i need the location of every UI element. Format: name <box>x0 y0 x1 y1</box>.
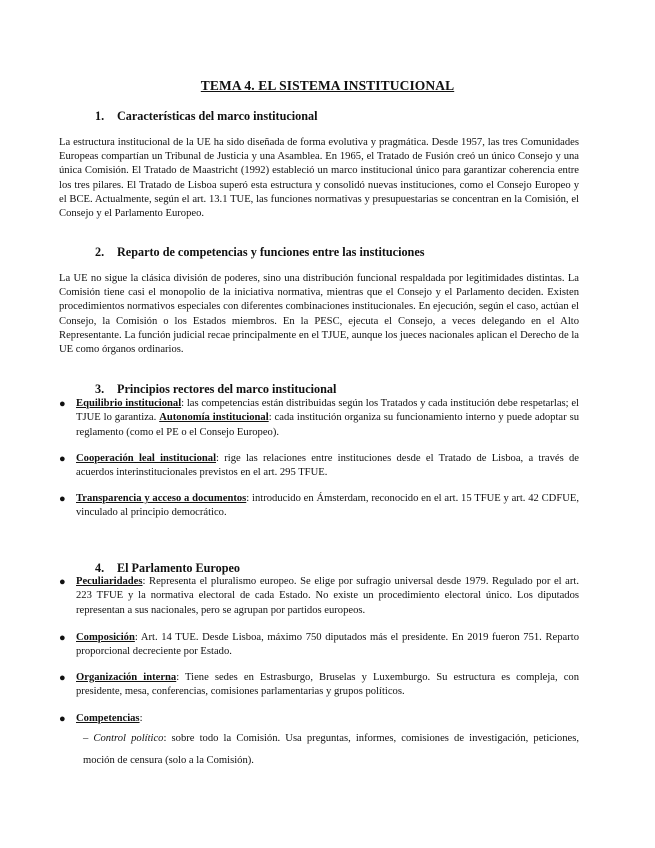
term: Equilibrio institucional <box>76 398 182 409</box>
item-text: : <box>139 713 143 724</box>
item-text: : rige las relaciones entre instituciones desde el Tratado de Lisboa, a través de acuerdos interinstitucionales previstos en el art. 295 TFUE. <box>76 453 579 479</box>
section-title: Principios rectores del marco institucional <box>117 382 337 396</box>
item-text: : introducido en Ámsterdam, reconocido en el art. 15 TFUE y art. 42 CDFUE, vinculado al principio democrático. <box>76 493 579 519</box>
term: Competencias <box>76 713 140 724</box>
list-item <box>59 575 579 618</box>
dash-icon: – <box>83 733 89 744</box>
term: Autonomía institucional <box>159 412 269 424</box>
term: Control político <box>93 733 164 744</box>
bullet-icon: ● <box>59 576 66 588</box>
list-item <box>59 492 579 521</box>
section-number: 1. <box>95 109 105 123</box>
section-title: El Parlamento Europeo <box>117 561 240 575</box>
bullet-icon: ● <box>59 453 66 465</box>
section-title: Características del marco institucional <box>117 109 318 123</box>
list-item <box>59 712 579 726</box>
section-1-heading <box>95 109 318 124</box>
sub-list-item <box>83 728 579 772</box>
list-item <box>59 452 579 481</box>
section-title: Reparto de competencias y funciones entre las instituciones <box>117 245 425 259</box>
list-item <box>59 397 579 440</box>
item-text: : las competencias están distribuidas según los Tratados y cada institución debe respetarlas; el TJUE lo garantiza. <box>76 398 579 424</box>
item-text: : sobre todo la Comisión. Usa preguntas, informes, comisiones de investigación, peticiones, moción de censura (solo a la Comisión). <box>83 733 579 766</box>
section-4-heading <box>95 561 240 576</box>
list-item <box>59 671 579 700</box>
bullet-icon: ● <box>59 632 66 644</box>
item-text: : cada institución organiza su funcionamiento interno y puede adoptar su reglamento (como el PE o el Consejo Europeo). <box>76 412 579 438</box>
bullet-icon: ● <box>59 493 66 505</box>
section-2-heading <box>95 245 424 260</box>
section-number: 3. <box>95 382 105 396</box>
bullet-icon: ● <box>59 672 66 684</box>
item-text: : Art. 14 TUE. Desde Lisboa, máximo 750 diputados más el presidente. En 2019 fueron 751. Reparto proporcional decreciente por Estado. <box>76 632 579 658</box>
term: Cooperación leal institucional <box>76 453 217 464</box>
section-number: 4. <box>95 561 105 575</box>
bullet-icon: ● <box>59 398 66 410</box>
section-number: 2. <box>95 245 105 259</box>
section-3-heading <box>95 382 336 397</box>
term: Transparencia y acceso a documentos <box>76 493 247 504</box>
term: Peculiaridades <box>76 576 143 587</box>
section-1-paragraph: La estructura institucional de la UE ha sido diseñada de forma evolutiva y pragmática. Desde 1957, las tres Comunidades Europeas compartían un Tribunal de Justicia y una Asamblea. En 1965, el Tratado de Fusión creó un único Consejo y una única Comisión. El Tratado de Maastricht (1992) estableció un marco institucional único para garantizar coherencia entre los tres pilares. El Tratado de Lisboa superó esta estructura y consolidó nuevas instituciones, como el Consejo Europeo y el BCE. Actualmente, según el art. 13.1 TUE, las funciones normativas y presupuestarias se concentran en la Comisión, el Consejo y el Parlamento Europeo. <box>59 137 579 220</box>
bullet-icon: ● <box>59 713 66 725</box>
term: Organización interna <box>76 672 177 683</box>
section-2-paragraph: La UE no sigue la clásica división de poderes, sino una distribución funcional respaldada por legitimidades distintas. La Comisión tiene casi el monopolio de la iniciativa normativa, mientras que el Consejo y el Parlamento deciden. Existen procedimientos normativos especiales con diferentes combinaciones institucionales. En ejecución, según el caso, actúan el Consejo, la Comisión o los Estados miembros. En la PESC, ejecuta el Consejo, a veces delegando en el Alto Representante. La función judicial recae principalmente en el TJUE, aunque los jueces nacionales aplican el Derecho de la UE como órganos ordinarios. <box>59 273 579 356</box>
item-text: : Representa el pluralismo europeo. Se elige por sufragio universal desde 1979. Regulado por el art. 223 TFUE y la normativa electoral de cada Estado. No existe un procedimiento electoral único. Los diputados representan a sus nacionales, pero se agrupan por partidos europeos. <box>76 576 579 616</box>
list-item <box>59 631 579 660</box>
term: Composición <box>76 632 135 643</box>
document-title: TEMA 4. EL SISTEMA INSTITUCIONAL <box>200 78 455 93</box>
item-text: : Tiene sedes en Estrasburgo, Bruselas y Luxemburgo. Su estructura es compleja, con presidente, mesa, conferencias, comisiones parlamentarias y grupos políticos. <box>76 672 580 698</box>
